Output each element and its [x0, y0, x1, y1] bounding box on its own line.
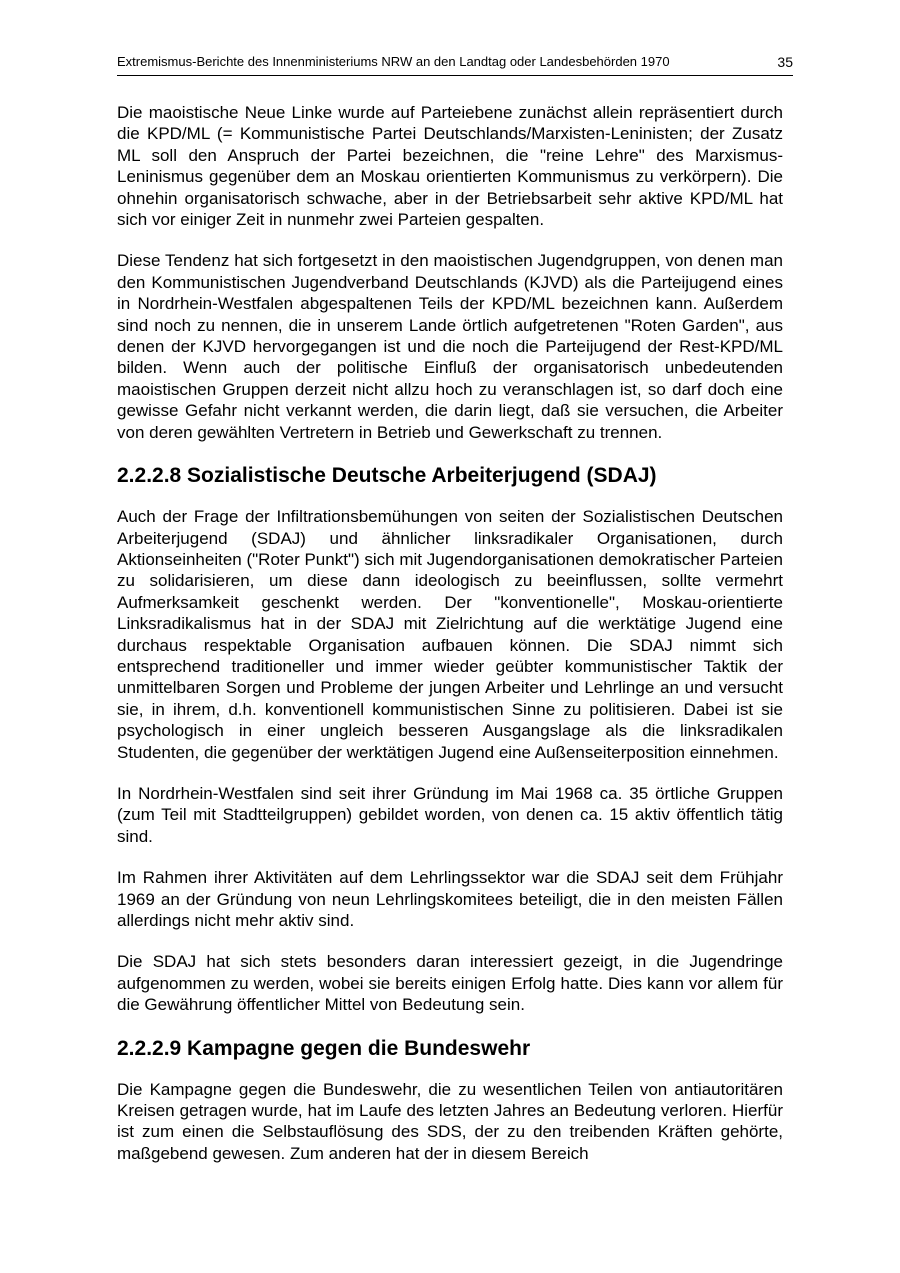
document-body: [117, 102, 783, 1184]
section-heading-sdaj: 2.2.2.8 Sozialistische Deutsche Arbeiterjugend (SDAJ): [117, 464, 657, 488]
paragraph-sdaj-groups: In Nordrhein-Westfalen sind seit ihrer Gründung im Mai 1968 ca. 35 örtliche Gruppen (zum Teil mit Stadtteilgruppen) gebildet worden, von denen ca. 15 aktiv öffentlich tätig sind.: [117, 783, 783, 846]
paragraph-bundeswehr-campaign: Die Kampagne gegen die Bundeswehr, die zu wesentlichen Teilen von antiautoritären Kreisen getragen wurde, hat im Laufe des letzten Jahres an Bedeutung verloren. Hierfür ist zum einen die Selbstauflösung des SDS, der zu den treibenden Kräften gehörte, maßgebend gewesen. Zum anderen hat der in diesem Bereich: [117, 1079, 783, 1163]
paragraph-kjvd: Diese Tendenz hat sich fortgesetzt in den maoistischen Jugendgruppen, von denen man den Kommunistischen Jugendverband Deutschlands (KJVD) als die Parteijugend eines in Nordrhein-Westfalen abgespaltenen Teils der KPD/ML bezeichnen kann. Außerdem sind noch zu nennen, die in unserem Lande örtlich aufgetretenen "Roten Garden", aus denen der KJVD hervorgegangen ist und die noch die Parteijugend der Rest-KPD/ML bilden. Wenn auch der politische Einfluß der organisatorisch unbedeutenden maoistischen Gruppen derzeit nicht allzu hoch zu veranschlagen ist, so darf doch eine gewisse Gefahr nicht verkannt werden, die darin liegt, daß sie versuchen, die Arbeiter von deren gewählten Vertretern in Betrieb und Gewerkschaft zu trennen.: [117, 251, 783, 442]
running-header: [117, 53, 793, 76]
page-number: 35: [777, 54, 793, 70]
section-heading-bundeswehr: 2.2.2.9 Kampagne gegen die Bundeswehr: [117, 1036, 531, 1060]
paragraph-kpd-ml: Die maoistische Neue Linke wurde auf Parteiebene zunächst allein repräsentiert durch die KPD/ML (= Kommunistische Partei Deutschlands/Marxisten-Leninisten; der Zusatz ML soll den Anspruch der Partei bezeichnen, die "reine Lehre" des Marxismus-Leninismus gegenüber dem an Moskau orientierten Kommunismus zu verkörpern). Die ohnehin organisatorisch schwache, aber in der Betriebsarbeit sehr aktive KPD/ML hat sich vor einiger Zeit in nunmehr zwei Parteien gespalten.: [117, 103, 783, 230]
paragraph-sdaj-infiltration: Auch der Frage der Infiltrationsbemühungen von seiten der Sozialistischen Deutschen Arbeiterjugend (SDAJ) und ähnlicher linksradikaler Organisationen, durch Aktionseinheiten ("Roter Punkt") sich mit Jugendorganisationen demokratischer Parteien zu solidarisieren, um diese dann ideologisch zu beeinflussen, sollte vermehrt Aufmerksamkeit geschenkt werden. Der "konventionelle", Moskau-orientierte Linksradikalismus hat in der SDAJ mit Zielrichtung auf die werktätige Jugend eine durchaus respektable Organisation aufbauen können. Die SDAJ nimmt sich entsprechend traditioneller und immer wieder geübter kommunistischer Taktik der unmittelbaren Sorgen und Probleme der jungen Arbeiter und Lehrlinge an und versucht sie, in ihrem, d.h. konventionell kommunistischen Sinne zu politisieren. Dabei ist sie psychologisch in einer ungleich besseren Ausgangslage als die linksradikalen Studenten, die gegenüber der werktätigen Jugend eine Außenseiterposition einnehmen.: [117, 507, 783, 762]
paragraph-sdaj-youth-rings: Die SDAJ hat sich stets besonders daran interessiert gezeigt, in die Jugendringe aufgenommen zu werden, wobei sie bereits einigen Erfolg hatte. Dies kann vor allem für die Gewährung öffentlicher Mittel von Bedeutung sein.: [117, 952, 783, 1015]
header-title: Extremismus-Berichte des Innenministeriums NRW an den Landtag oder Landesbehörden 1970: [117, 54, 670, 69]
paragraph-sdaj-apprentices: Im Rahmen ihrer Aktivitäten auf dem Lehrlingssektor war die SDAJ seit dem Frühjahr 1969 an der Gründung von neun Lehrlingskomitees beteiligt, die in den meisten Fällen allerdings nicht mehr aktiv sind.: [117, 868, 783, 930]
